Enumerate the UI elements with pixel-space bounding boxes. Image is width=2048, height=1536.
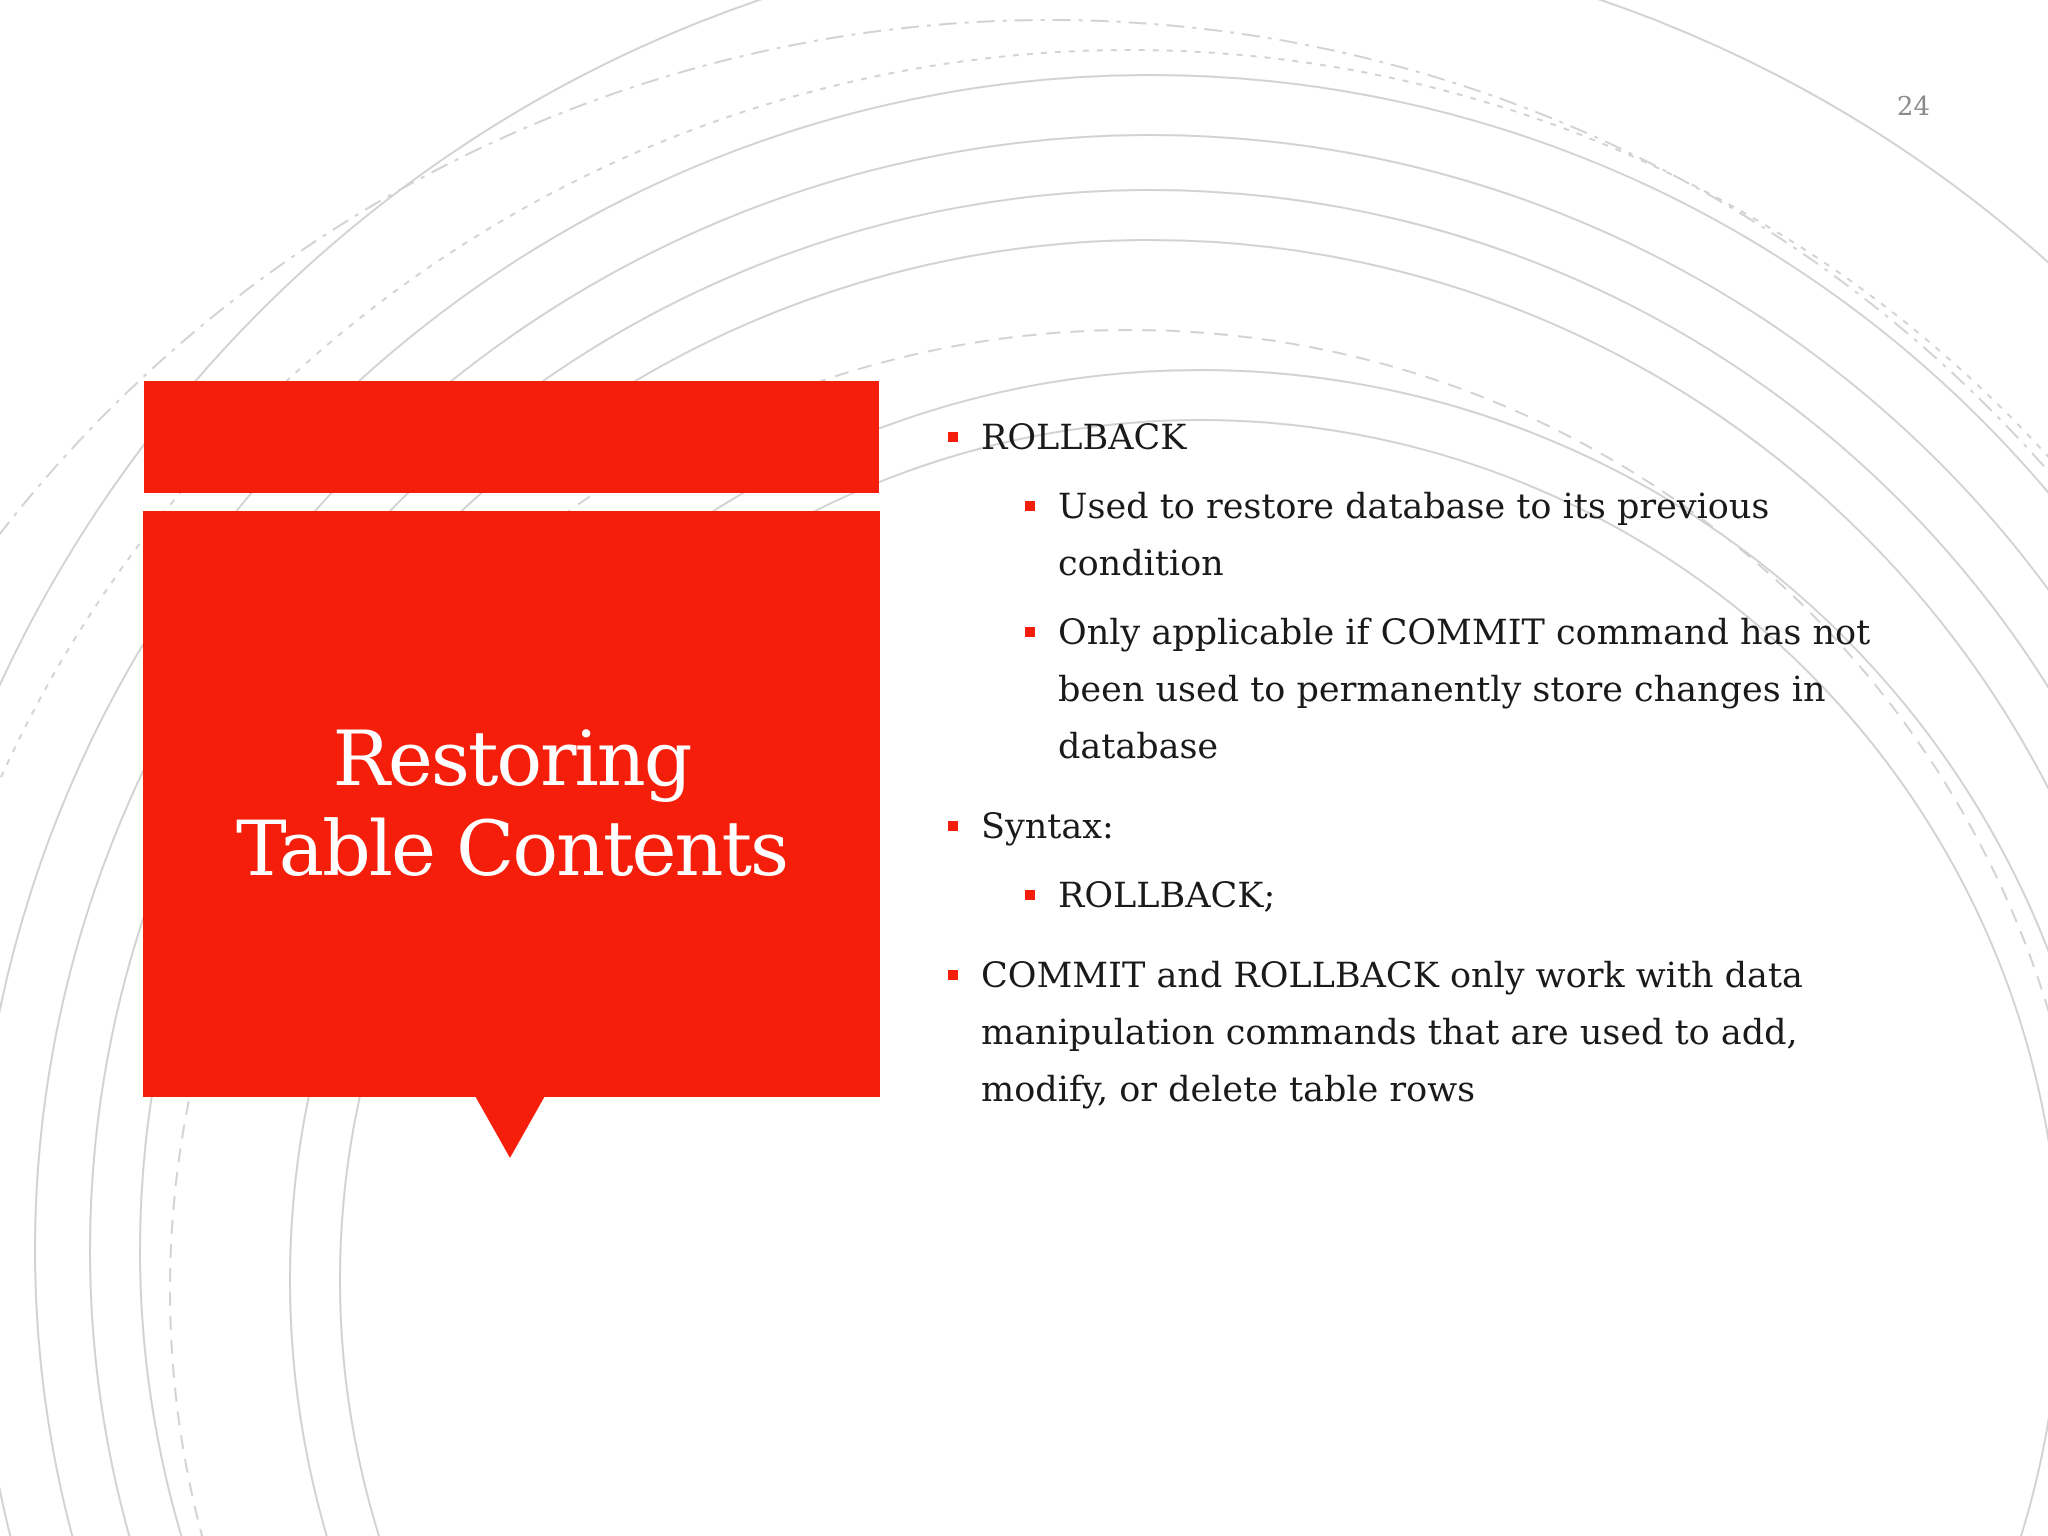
bullet-text: ROLLBACK [981,418,1187,458]
title-box-pointer [475,1096,545,1158]
square-bullet-icon [1025,890,1035,900]
slide-title-line: Restoring [332,714,691,803]
square-bullet-icon [948,432,958,442]
bullet-text: Syntax: [981,807,1114,847]
sub-bullet-item [1058,868,1898,925]
square-bullet-icon [948,821,958,831]
title-accent-strip [144,381,879,493]
square-bullet-icon [1025,627,1035,637]
sub-bullet-item [1058,605,1898,776]
sub-bullet-text: Used to restore database to its previous condition [1058,487,1770,584]
bullet-item [981,948,1901,1119]
square-bullet-icon [1025,501,1035,511]
slide-title-line: Table Contents [235,804,788,893]
bullet-item [981,410,1901,467]
slide-title [143,511,880,1097]
bullet-text: COMMIT and ROLLBACK only work with data manipulation commands that are used to add, modify, or delete table rows [981,956,1803,1110]
sub-bullet-text: ROLLBACK; [1058,876,1276,916]
sub-bullet-text: Only applicable if COMMIT command has not been used to permanently store changes in database [1058,613,1871,767]
bullet-item [981,799,1901,856]
sub-bullet-item [1058,479,1898,593]
square-bullet-icon [948,970,958,980]
slide-number: 24 [1896,92,1930,122]
